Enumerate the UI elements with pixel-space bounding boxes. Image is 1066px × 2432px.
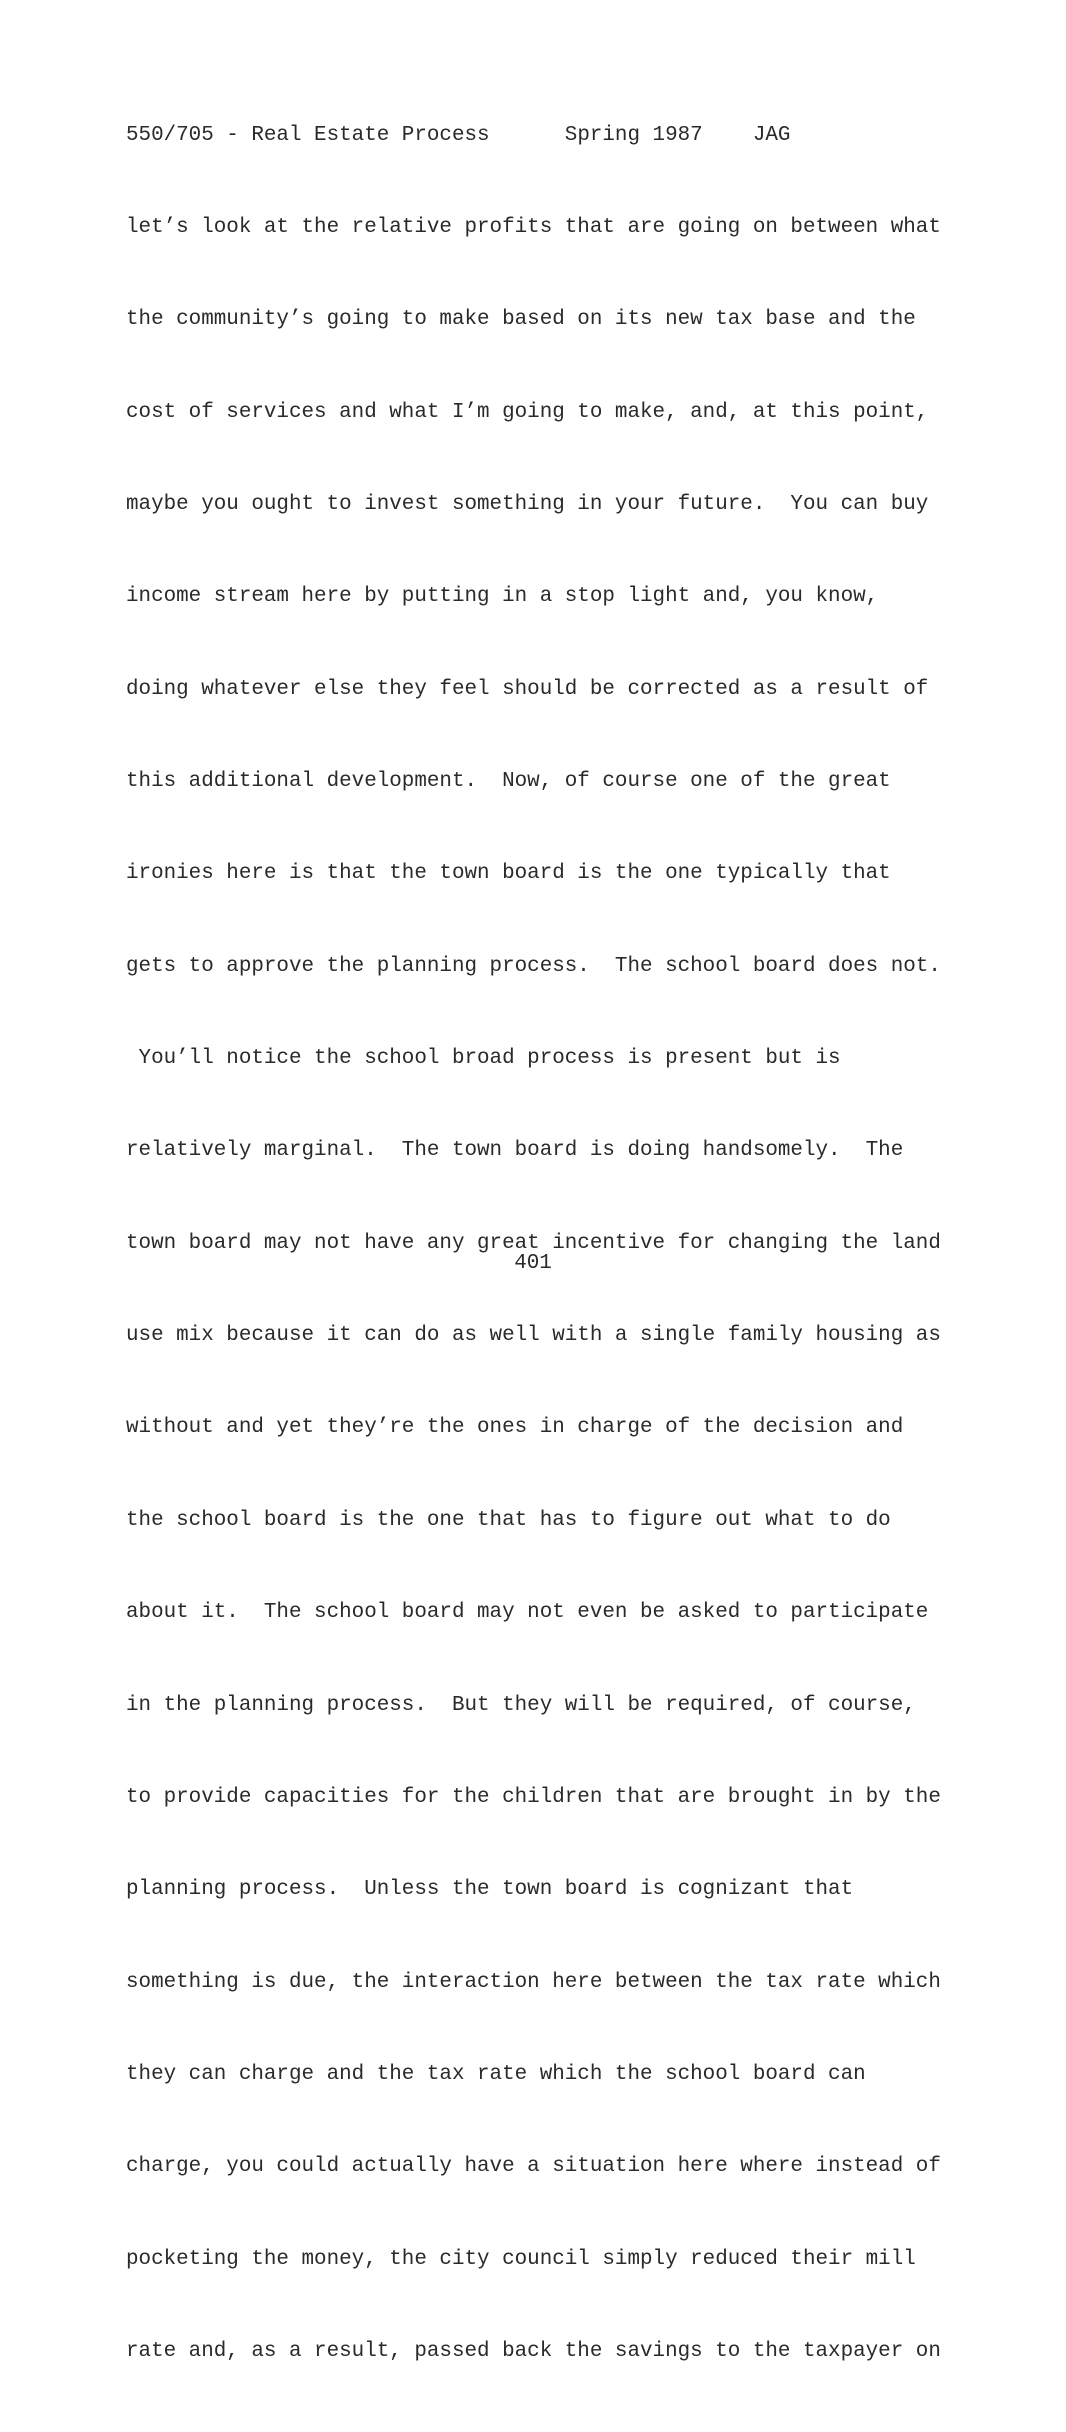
body-line: this additional development. Now, of course one of the great xyxy=(126,770,891,794)
body-line: cost of services and what I’m going to make, and, at this point, xyxy=(126,400,929,424)
body-line: rate and, as a result, passed back the savings to the taxpayer on xyxy=(126,2339,941,2363)
body-line: charge, you could actually have a situation here where instead of xyxy=(126,2155,941,2179)
body-line: use mix because it can do as well with a single family housing as xyxy=(126,1324,941,1348)
body-line: the community’s going to make based on its new tax base and the xyxy=(126,308,916,332)
body-line: something is due, the interaction here between the tax rate which xyxy=(126,1970,941,1994)
body-line: maybe you ought to invest something in your future. You can buy xyxy=(126,493,929,517)
body-line: town board may not have any great incentive for changing the land xyxy=(126,1231,941,1255)
body-line: about it. The school board may not even be asked to participate xyxy=(126,1601,929,1625)
body-line: the school board is the one that has to figure out what to do xyxy=(126,1508,891,1532)
body-line: planning process. Unless the town board is cognizant that xyxy=(126,1878,854,1902)
body-line: gets to approve the planning process. The school board does not. xyxy=(126,954,941,978)
body-line: without and yet they’re the ones in charge of the decision and xyxy=(126,1416,904,1440)
header-course: 550/705 - Real Estate Process xyxy=(126,124,490,147)
body-line: ironies here is that the town board is the one typically that xyxy=(126,862,891,886)
body-line: You’ll notice the school broad process is present but is xyxy=(126,1047,841,1071)
body-line: doing whatever else they feel should be corrected as a result of xyxy=(126,677,929,701)
body-line: relatively marginal. The town board is doing handsomely. The xyxy=(126,1139,904,1163)
header-term: Spring 1987 xyxy=(564,124,703,147)
body-line: to provide capacities for the children that are brought in by the xyxy=(126,1785,941,1809)
page-number: 401 xyxy=(514,1252,552,1275)
body-line: in the planning process. But they will be required, of course, xyxy=(126,1693,916,1717)
header-initials: JAG xyxy=(752,124,791,147)
page-header xyxy=(126,124,790,148)
body-line: they can charge and the tax rate which the school board can xyxy=(126,2062,866,2086)
body-line: pocketing the money, the city council simply reduced their mill xyxy=(126,2247,916,2271)
body-text xyxy=(126,168,941,2432)
body-line: let’s look at the relative profits that are going on between what xyxy=(126,216,941,239)
body-line: income stream here by putting in a stop light and, you know, xyxy=(126,585,879,609)
